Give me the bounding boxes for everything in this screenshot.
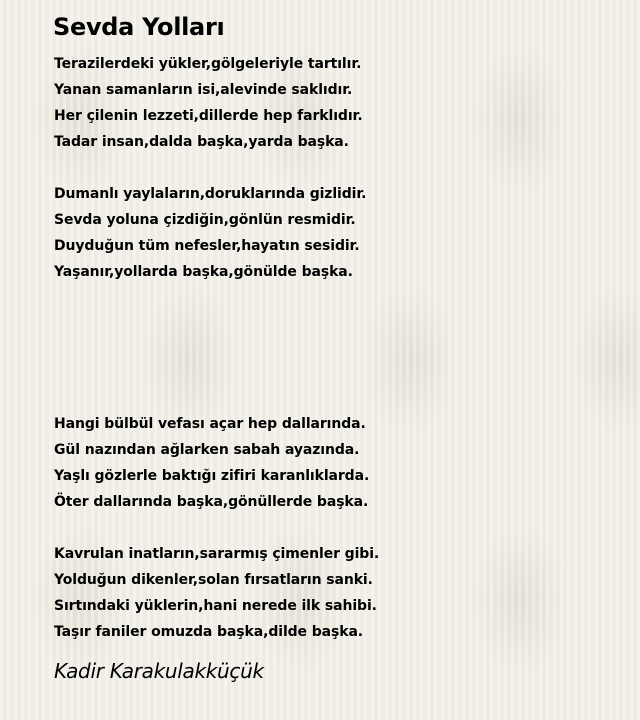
poem-title: Sevda Yolları [53, 13, 225, 41]
poem-line: Gül nazından ağlarken sabah ayazında. [54, 442, 360, 458]
poem-line: Tadar insan,dalda başka,yarda başka. [54, 134, 349, 150]
stanza-4 [54, 541, 379, 645]
poem-line: Hangi bülbül vefası açar hep dallarında. [54, 416, 366, 432]
poem-line: Sevda yoluna çizdiğin,gönlün resmidir. [54, 212, 356, 228]
poem-line: Terazilerdeki yükler,gölgeleriyle tartılır. [54, 56, 362, 72]
stanza-3 [54, 411, 369, 515]
poem-line: Yaşlı gözlerle baktığı zifiri karanlıklarda. [54, 468, 370, 484]
stanza-2 [54, 181, 366, 285]
poem-line: Yanan samanların isi,alevinde saklıdır. [54, 82, 353, 98]
poem-line: Dumanlı yaylaların,doruklarında gizlidir. [54, 186, 367, 202]
poem-line: Duyduğun tüm nefesler,hayatın sesidir. [54, 238, 360, 254]
poem-line: Sırtındaki yüklerin,hani nerede ilk sahibi. [54, 598, 377, 614]
poem-author: Kadir Karakulakküçük [54, 659, 264, 683]
stanza-1 [54, 51, 363, 155]
poem-line: Yaşanır,yollarda başka,gönülde başka. [54, 264, 353, 280]
poem-line: Öter dallarında başka,gönüllerde başka. [54, 494, 369, 510]
poem-line: Taşır faniler omuzda başka,dilde başka. [54, 624, 364, 640]
poem-line: Her çilenin lezzeti,dillerde hep farklıdır. [54, 108, 363, 124]
poem-line: Yolduğun dikenler,solan fırsatların sanki. [54, 572, 373, 588]
poem-line: Kavrulan inatların,sararmış çimenler gibi. [54, 546, 380, 562]
